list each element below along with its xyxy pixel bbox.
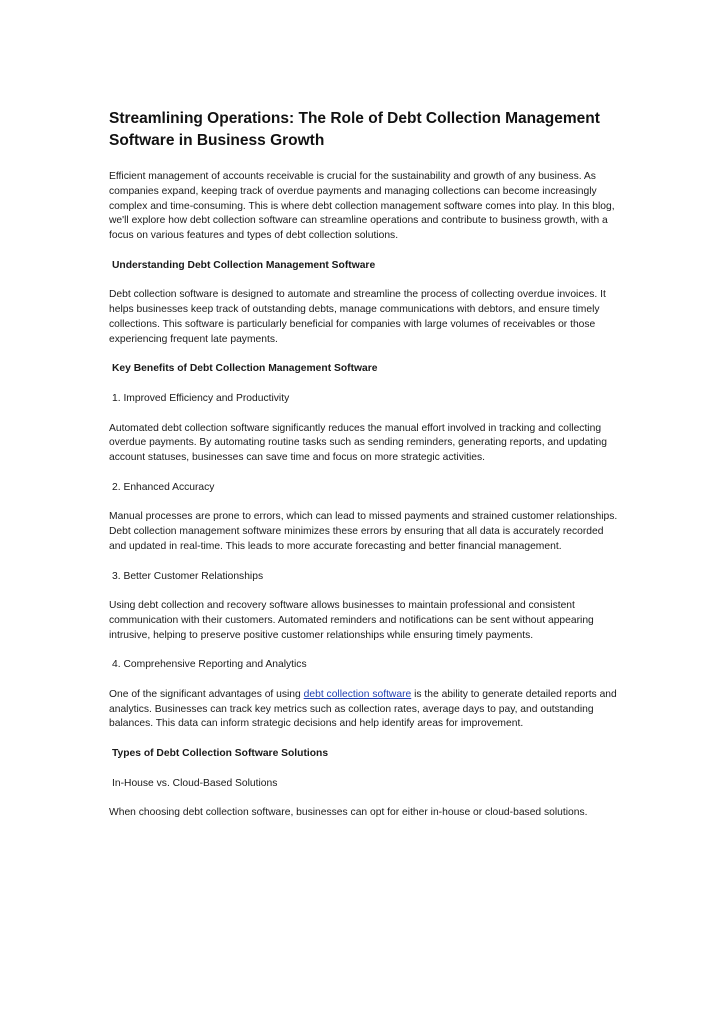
document-title: Streamlining Operations: The Role of Debt Collection Management Software in Business Growth	[109, 110, 600, 149]
type-body-inhouse-vs-cloud: When choosing debt collection software, businesses can opt for either in-house or cloud-based solutions.	[109, 807, 588, 819]
section-heading-key-benefits: Key Benefits of Debt Collection Management Software	[112, 363, 378, 375]
document-content	[109, 108, 619, 821]
benefit-title-relationships: 3. Better Customer Relationships	[112, 570, 264, 582]
benefit-body-reporting-pre: One of the significant advantages of using	[109, 688, 304, 700]
section-body-understanding: Debt collection software is designed to automate and streamline the process of collecting overdue invoices. It helps businesses keep track of outstanding debts, manage communications with debtors, and ensure timely collections. This software is particularly beneficial for companies with large volumes of receivables or those experiencing frequent late payments.	[109, 289, 606, 345]
benefit-body-efficiency: Automated debt collection software significantly reduces the manual effort involved in tracking and collecting overdue payments. By automating routine tasks such as sending reminders, generating reports, and updating account statuses, businesses can save time and focus on more strategic activities.	[109, 422, 607, 464]
benefit-body-accuracy: Manual processes are prone to errors, which can lead to missed payments and strained customer relationships. Debt collection management software minimizes these errors by ensuring that all data is accurately recorded and updated in real-time. This leads to more accurate forecasting and better financial management.	[109, 511, 618, 552]
debt-collection-software-link[interactable]: debt collection software	[303, 688, 412, 700]
benefit-title-reporting: 4. Comprehensive Reporting and Analytics	[112, 659, 307, 671]
type-title-inhouse-vs-cloud: In-House vs. Cloud-Based Solutions	[112, 777, 278, 789]
section-heading-types: Types of Debt Collection Software Solutions	[112, 748, 329, 760]
intro-paragraph: Efficient management of accounts receivable is crucial for the sustainability and growth of any business. As companies expand, keeping track of overdue payments and managing collections can become increasingly complex and time-consuming. This is where debt collection management software comes into play. In this blog, we'll explore how debt collection software can streamline operations and contribute to business growth, with a focus on various features and types of debt collection solutions.	[109, 171, 615, 242]
benefit-title-efficiency: 1. Improved Efficiency and Productivity	[112, 392, 290, 404]
benefit-body-relationships: Using debt collection and recovery software allows businesses to maintain professional and consistent communication with their customers. Automated reminders and notifications can be sent without appearing intrusive, helping to preserve positive customer relationships while ensuring timely payments.	[109, 600, 594, 641]
benefit-body-reporting	[109, 688, 619, 732]
benefit-title-accuracy: 2. Enhanced Accuracy	[112, 481, 215, 493]
benefit-body-reporting-post: is the ability to generate detailed reports and analytics. Businesses can track key metrics such as collection rates, average days to pay, and outstanding balances. This data can inform strategic decisions and help identify areas for improvement.	[109, 688, 617, 730]
section-heading-understanding: Understanding Debt Collection Management Software	[112, 259, 376, 271]
